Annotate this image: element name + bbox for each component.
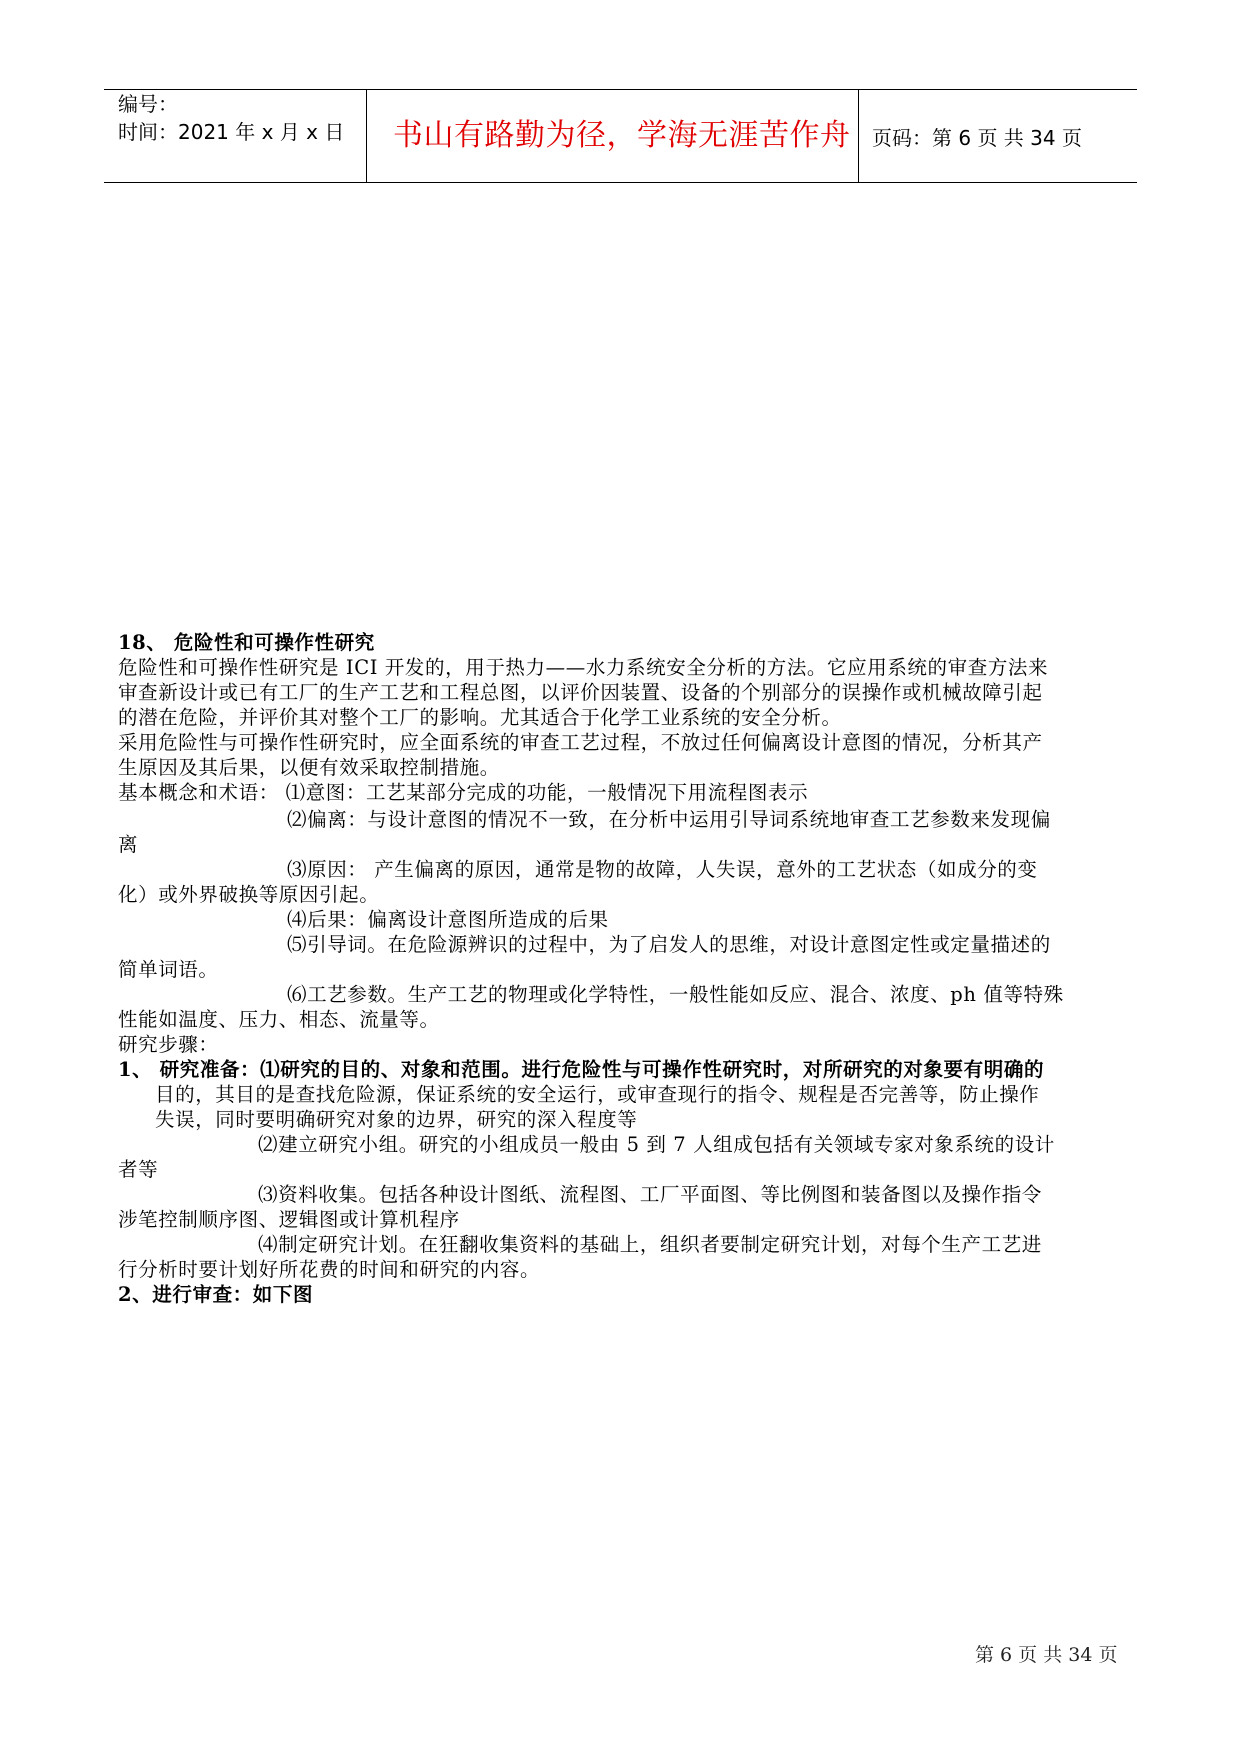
body-line: 生原因及其后果，以便有效采取控制措施。 [118,756,500,779]
header-page-label: 页码：第 6 页 共 34 页 [872,126,1082,150]
body-line: 性能如温度、压力、相态、流量等。 [118,1008,440,1031]
header-number-label: 编号： [118,92,178,116]
body-line: 危险性和可操作性研究是 ICI 开发的，用于热力——水力系统安全分析的方法。它应用系统的审查方法来 [118,656,1049,679]
body-line: ⑶资料收集。包括各种设计图纸、流程图、工厂平面图、等比例图和装备图以及操作指令 [258,1183,1042,1206]
header-time-label: 时间：2021 年 x 月 x 日 [118,120,345,144]
header-motto: 书山有路勤为径，学海无涯苦作舟 [393,118,851,153]
body-line: 者等 [118,1158,159,1181]
body-line: ⑹工艺参数。生产工艺的物理或化学特性，一般性能如反应、混合、浓度、ph 值等特殊 [287,983,1064,1006]
body-line: ⑵建立研究小组。研究的小组成员一般由 5 到 7 人组成包括有关领域专家对象系统的设计 [258,1133,1055,1156]
page-footer: 第 6 页 共 34 页 [975,1644,1118,1666]
header-divider-right [858,89,859,182]
body-line: 行分析时要计划好所花费的时间和研究的内容。 [118,1258,541,1281]
body-line: 1、 研究准备：⑴研究的目的、对象和范围。进行危险性与可操作性研究时，对所研究的对象要有明确的 [118,1058,1045,1081]
header-divider-left [366,89,367,182]
body-line: 采用危险性与可操作性研究时，应全面系统的审查工艺过程，不放过任何偏离设计意图的情况，分析其产 [118,731,1043,754]
body-line: 的潜在危险，并评价其对整个工厂的影响。尤其适合于化学工业系统的安全分析。 [118,706,842,729]
body-line: 2、进行审查：如下图 [118,1283,314,1306]
body-line: 简单词语。 [118,958,219,981]
body-line: 离 [118,833,139,856]
body-line: 基本概念和术语： ⑴意图：工艺某部分完成的功能，一般情况下用流程图表示 [118,781,809,804]
header-top-rule [104,89,1137,90]
body-line: 涉笔控制顺序图、逻辑图或计算机程序 [118,1208,460,1231]
header-bottom-rule [104,182,1137,183]
body-line: ⑸引导词。在危险源辨识的过程中，为了启发人的思维，对设计意图定性或定量描述的 [287,933,1051,956]
body-line: ⑷后果：偏离设计意图所造成的后果 [287,908,609,931]
body-line: ⑵偏离：与设计意图的情况不一致，在分析中运用引导词系统地审查工艺参数来发现偏 [287,808,1051,831]
body-line: 审查新设计或已有工厂的生产工艺和工程总图，以评价因装置、设备的个别部分的误操作或机械故障引起 [118,681,1043,704]
section-heading: 18、 危险性和可操作性研究 [118,631,375,654]
body-line: 失误，同时要明确研究对象的边界，研究的深入程度等 [155,1108,638,1131]
body-line: ⑶原因： 产生偏离的原因，通常是物的故障，人失误，意外的工艺状态（如成分的变 [287,858,1038,881]
body-line: 化）或外界破换等原因引起。 [118,883,380,906]
body-line: ⑷制定研究计划。在狂翻收集资料的基础上，组织者要制定研究计划，对每个生产工艺进 [258,1233,1042,1256]
body-line: 目的，其目的是查找危险源，保证系统的安全运行，或审查现行的指令、规程是否完善等，防止操作 [155,1083,1040,1106]
body-line: 研究步骤： [118,1033,219,1056]
